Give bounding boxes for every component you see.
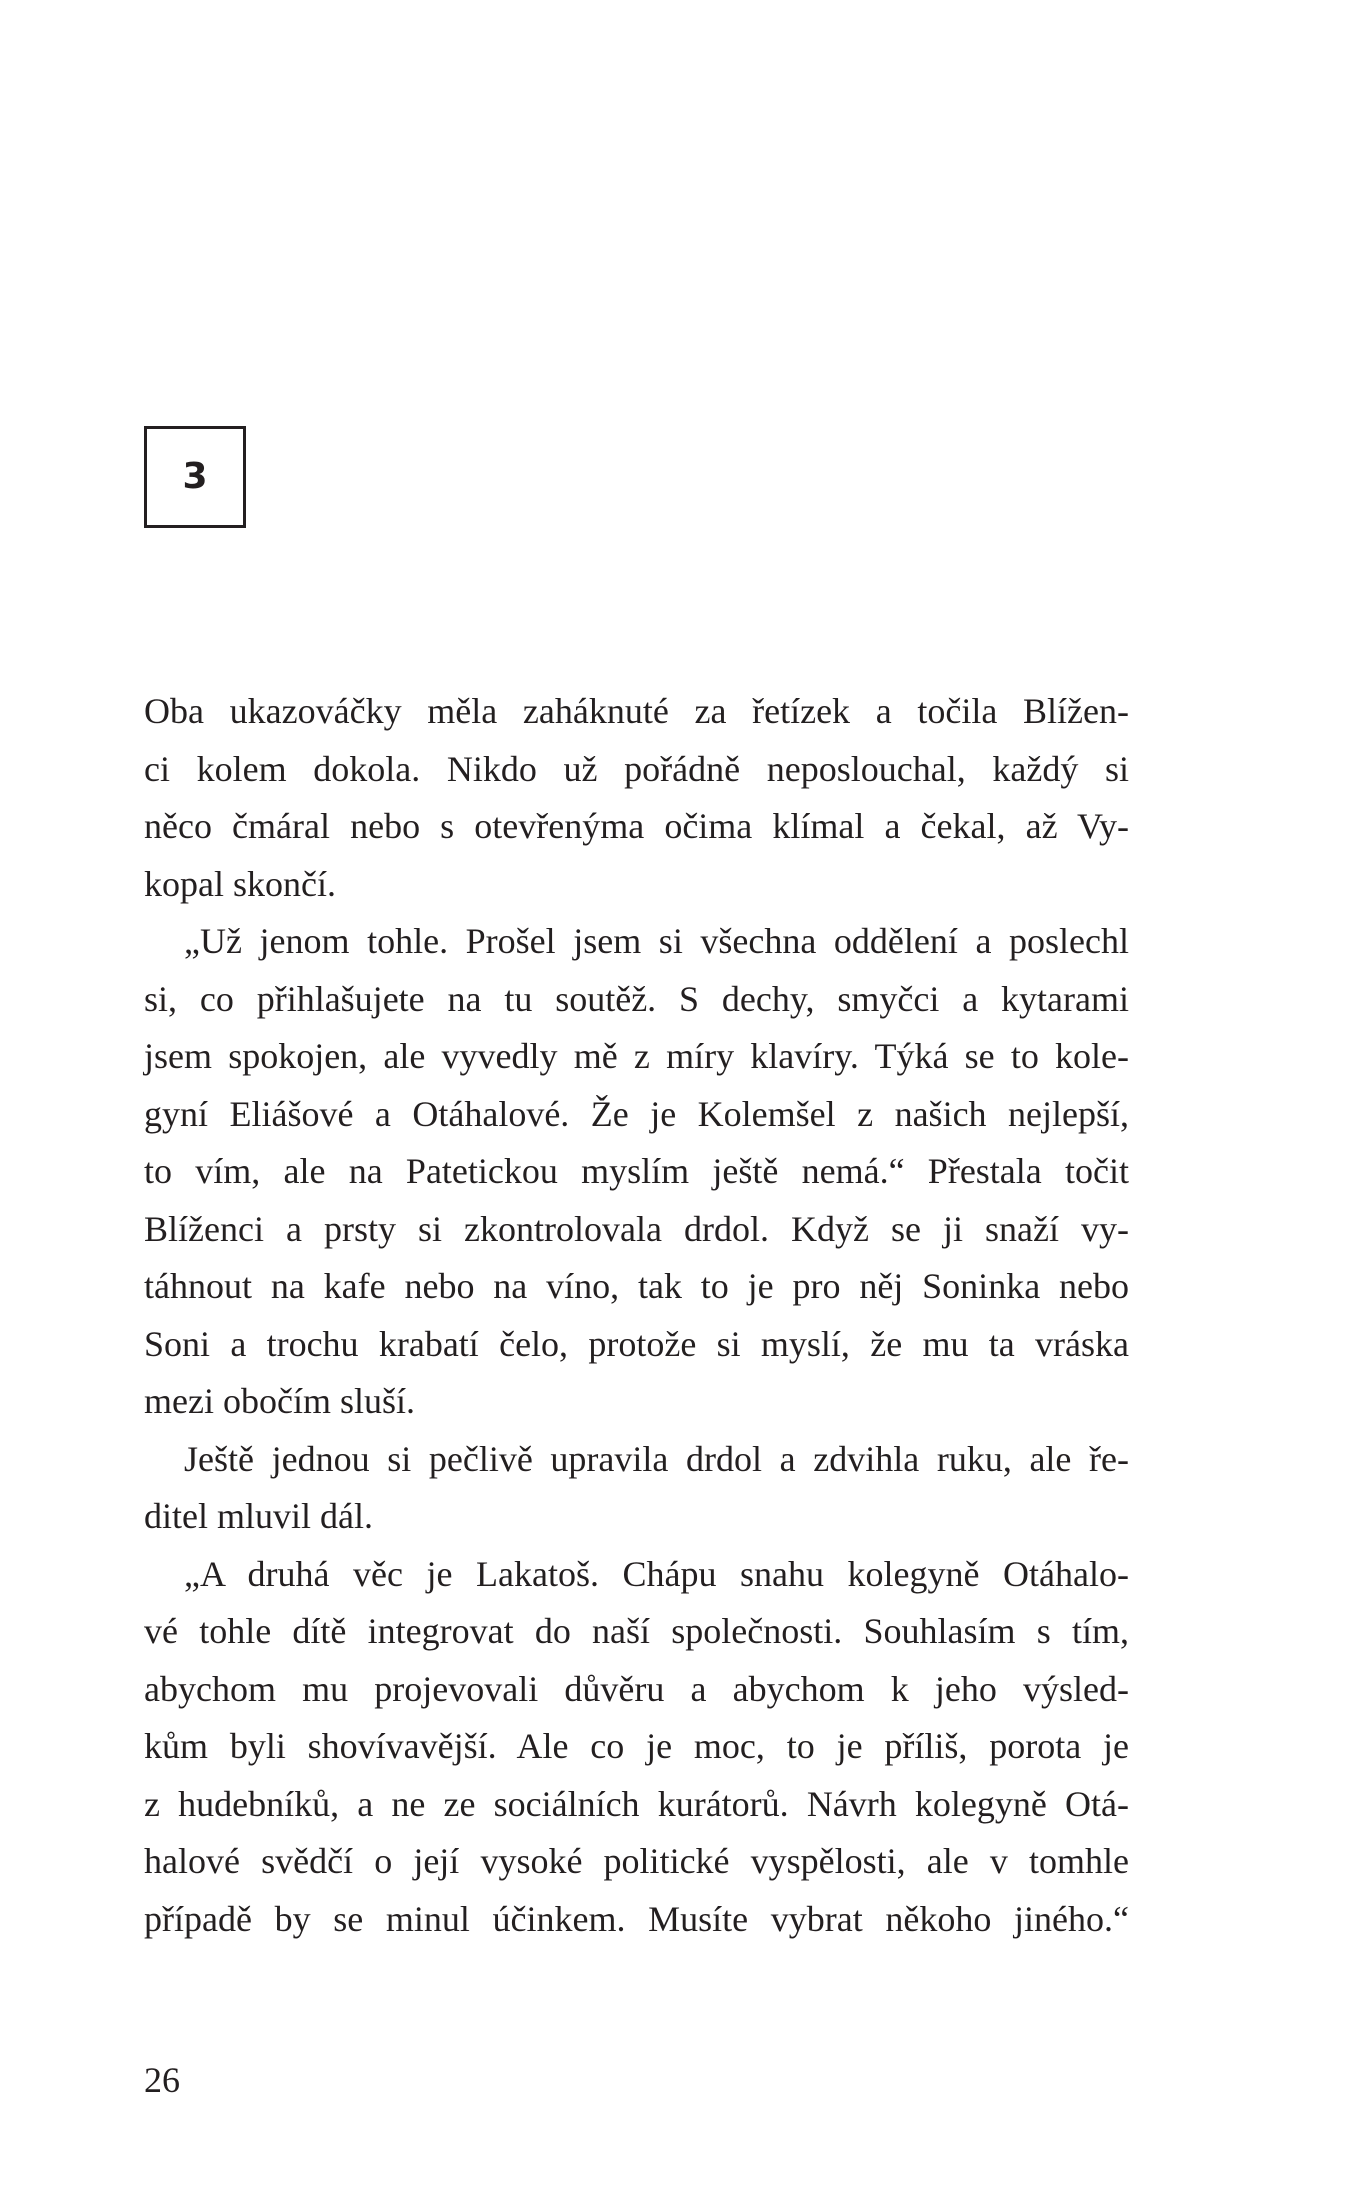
text-line: mezi obočím sluší. xyxy=(144,1381,415,1421)
text-line: abychom mu projevovali důvěru a abychom k jeho výsled- xyxy=(144,1668,1129,1709)
text-line: kopal skončí. xyxy=(144,863,336,904)
text-line: z hudebníků, a ne ze sociálních kurátorů. Návrh kolegyně Otá- xyxy=(144,1783,1129,1824)
text-line: „Už jenom tohle. Prošel jsem si všechna oddělení a poslechl xyxy=(184,921,1129,961)
text-line: jsem spokojen, ale vyvedly mě z míry klavíry. Týká se to kole- xyxy=(144,1036,1129,1076)
text-line: ditel mluvil dál. xyxy=(144,1496,373,1536)
text-line: něco čmáral nebo s otevřenýma očima klímal a čekal, až Vy- xyxy=(144,806,1129,846)
text-line: Soni a trochu krabatí čelo, protože si myslí, že mu ta vráska xyxy=(144,1323,1129,1364)
text-line: halové svědčí o její vysoké politické vyspělosti, ale v tomhle xyxy=(144,1841,1129,1881)
page-number: 26 xyxy=(144,2060,180,2100)
text-line: gyní Eliášové a Otáhalové. Že je Kolemšel z našich nejlepší, xyxy=(144,1093,1129,1134)
text-line: Oba ukazováčky měla zaháknuté za řetízek a točila Blížen- xyxy=(144,691,1129,731)
text-line: Ještě jednou si pečlivě upravila drdol a zdvihla ruku, ale ře- xyxy=(184,1438,1129,1479)
text-line: si, co přihlašujete na tu soutěž. S dechy, smyčci a kytarami xyxy=(144,978,1129,1019)
text-line: ci kolem dokola. Nikdo už pořádně neposlouchal, každý si xyxy=(144,748,1129,789)
text-line: vé tohle dítě integrovat do naší společnosti. Souhlasím s tím, xyxy=(144,1611,1129,1651)
text-line: Blíženci a prsty si zkontrolovala drdol. Když se ji snaží vy- xyxy=(144,1208,1129,1249)
chapter-number-box xyxy=(144,426,246,528)
text-line: táhnout na kafe nebo na víno, tak to je pro něj Soninka nebo xyxy=(144,1266,1129,1306)
text-line: to vím, ale na Patetickou myslím ještě nemá.“ Přestala točit xyxy=(144,1151,1129,1191)
text-line: kům byli shovívavější. Ale co je moc, to je příliš, porota je xyxy=(144,1726,1129,1766)
text-line: „A druhá věc je Lakatoš. Chápu snahu kolegyně Otáhalo- xyxy=(184,1553,1129,1594)
chapter-number: 3 xyxy=(182,456,208,497)
body-text xyxy=(144,683,1129,1948)
text-line: případě by se minul účinkem. Musíte vybrat někoho jiného.“ xyxy=(144,1898,1129,1939)
